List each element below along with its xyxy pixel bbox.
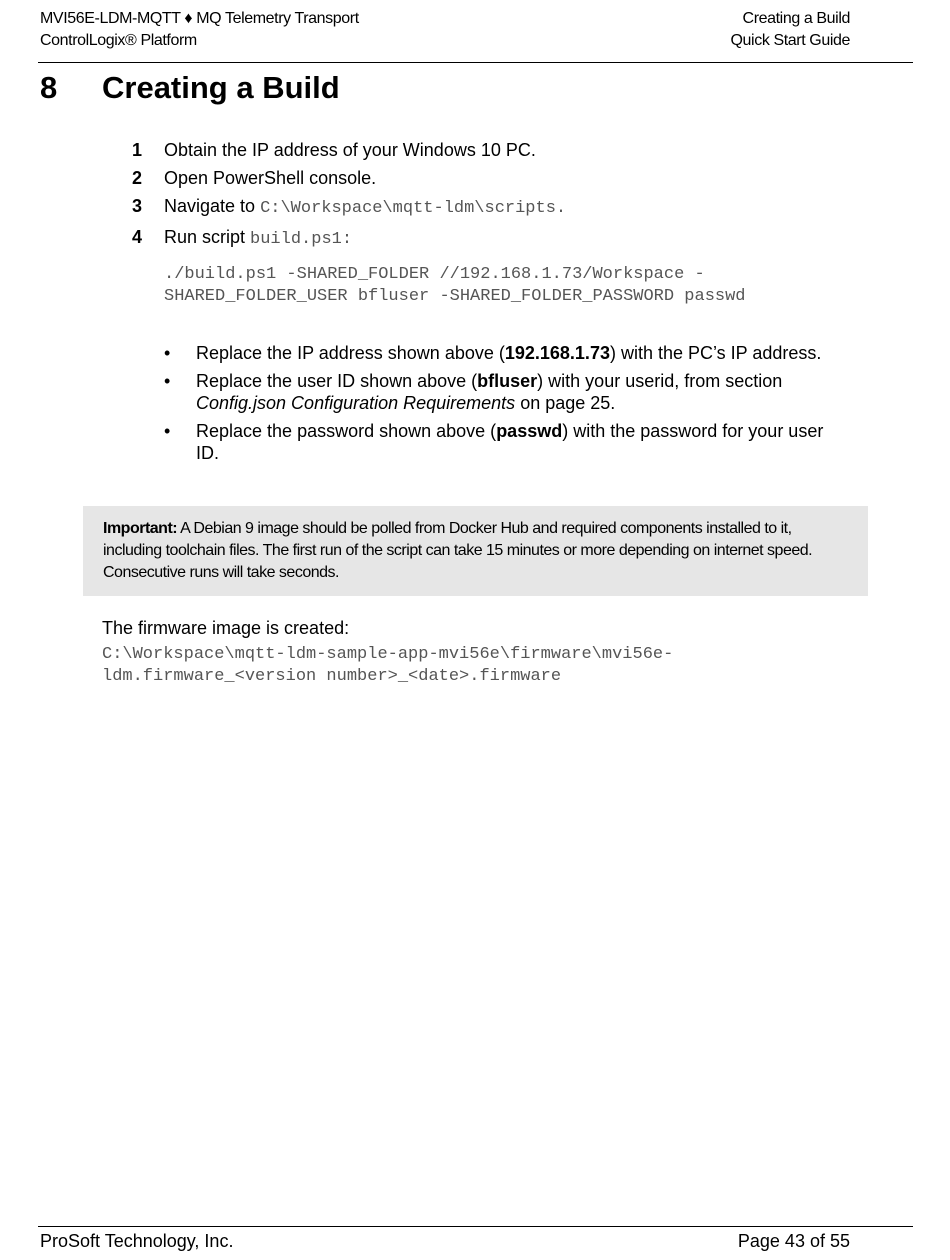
bullet-text: Replace the password shown above ( <box>196 421 497 441</box>
step-suffix: . <box>555 199 567 218</box>
bullet-bold: passwd <box>496 421 563 441</box>
bullet-icon: • <box>164 421 171 441</box>
step-number: 3 <box>132 196 143 216</box>
footer-company: ProSoft Technology, Inc. <box>40 1231 234 1251</box>
bullet-text: Replace the user ID shown above ( <box>196 371 478 391</box>
bullet-list <box>164 342 834 470</box>
step-number: 4 <box>132 227 143 247</box>
list-item <box>132 223 832 254</box>
command-line: SHARED_FOLDER_USER bfluser -SHARED_FOLDER_PASSWORD passwd <box>164 287 746 306</box>
list-item <box>164 370 834 414</box>
page-footer <box>40 1229 850 1253</box>
firmware-path-line: ldm.firmware_<version number>_<date>.firmware <box>102 667 562 686</box>
footer-rule <box>38 1226 913 1227</box>
bullet-text: ) with your userid, from section <box>537 371 783 391</box>
note-text: A Debian 9 image should be polled from Docker Hub and required components installed to it, including toolchain files. The first run of the script can take 15 minutes or more depending on internet speed. Consecutive runs will take seconds. <box>103 520 813 581</box>
step-text: Obtain the IP address of your Windows 10 PC. <box>164 140 536 160</box>
list-item <box>132 136 832 164</box>
step-number: 1 <box>132 140 143 160</box>
bullet-text: ) with the PC’s IP address. <box>609 343 822 363</box>
step-path: C:\Workspace\mqtt-ldm\scripts <box>260 199 556 218</box>
bullet-icon: • <box>164 371 171 391</box>
bullet-bold: bfluser <box>477 371 538 391</box>
firmware-path <box>102 644 862 688</box>
bullet-icon: • <box>164 343 171 363</box>
header-guide: Quick Start Guide <box>730 32 850 49</box>
list-item <box>164 420 834 464</box>
step-text: Navigate to <box>164 196 261 216</box>
chapter-heading <box>40 66 340 110</box>
section-reference: Config.json Configuration Requirements <box>196 393 516 413</box>
page-header <box>40 8 850 52</box>
footer-page-number: Page 43 of 55 <box>737 1231 850 1251</box>
header-product: MVI56E-LDM-MQTT ♦ MQ Telemetry Transport <box>40 10 359 27</box>
list-item <box>132 164 832 192</box>
bullet-text: on page 25. <box>515 393 616 413</box>
step-number: 2 <box>132 168 143 188</box>
note-label: Important: <box>103 520 178 537</box>
steps-list <box>132 136 832 254</box>
step-suffix: : <box>341 230 353 249</box>
header-section: Creating a Build <box>742 10 850 27</box>
header-platform: ControlLogix® Platform <box>40 32 197 49</box>
bullet-text: Replace the IP address shown above ( <box>196 343 505 363</box>
list-item <box>132 192 832 223</box>
important-note <box>83 506 868 596</box>
step-text: Run script <box>164 227 251 247</box>
chapter-title: Creating a Build <box>102 70 340 105</box>
firmware-label: The firmware image is created: <box>102 618 350 638</box>
bullet-text: ) with the password for your user ID. <box>196 421 824 463</box>
chapter-number: 8 <box>40 70 58 105</box>
bullet-bold: 192.168.1.73 <box>504 343 610 363</box>
header-rule <box>38 62 913 63</box>
firmware-path-line: C:\Workspace\mqtt-ldm-sample-app-mvi56e\firmware\mvi56e- <box>102 645 674 664</box>
command-line: ./build.ps1 -SHARED_FOLDER //192.168.1.73/Workspace - <box>164 265 705 284</box>
list-item <box>164 342 834 364</box>
step-script: build.ps1 <box>250 230 342 249</box>
command-block <box>164 264 854 308</box>
step-text: Open PowerShell console. <box>164 168 377 188</box>
